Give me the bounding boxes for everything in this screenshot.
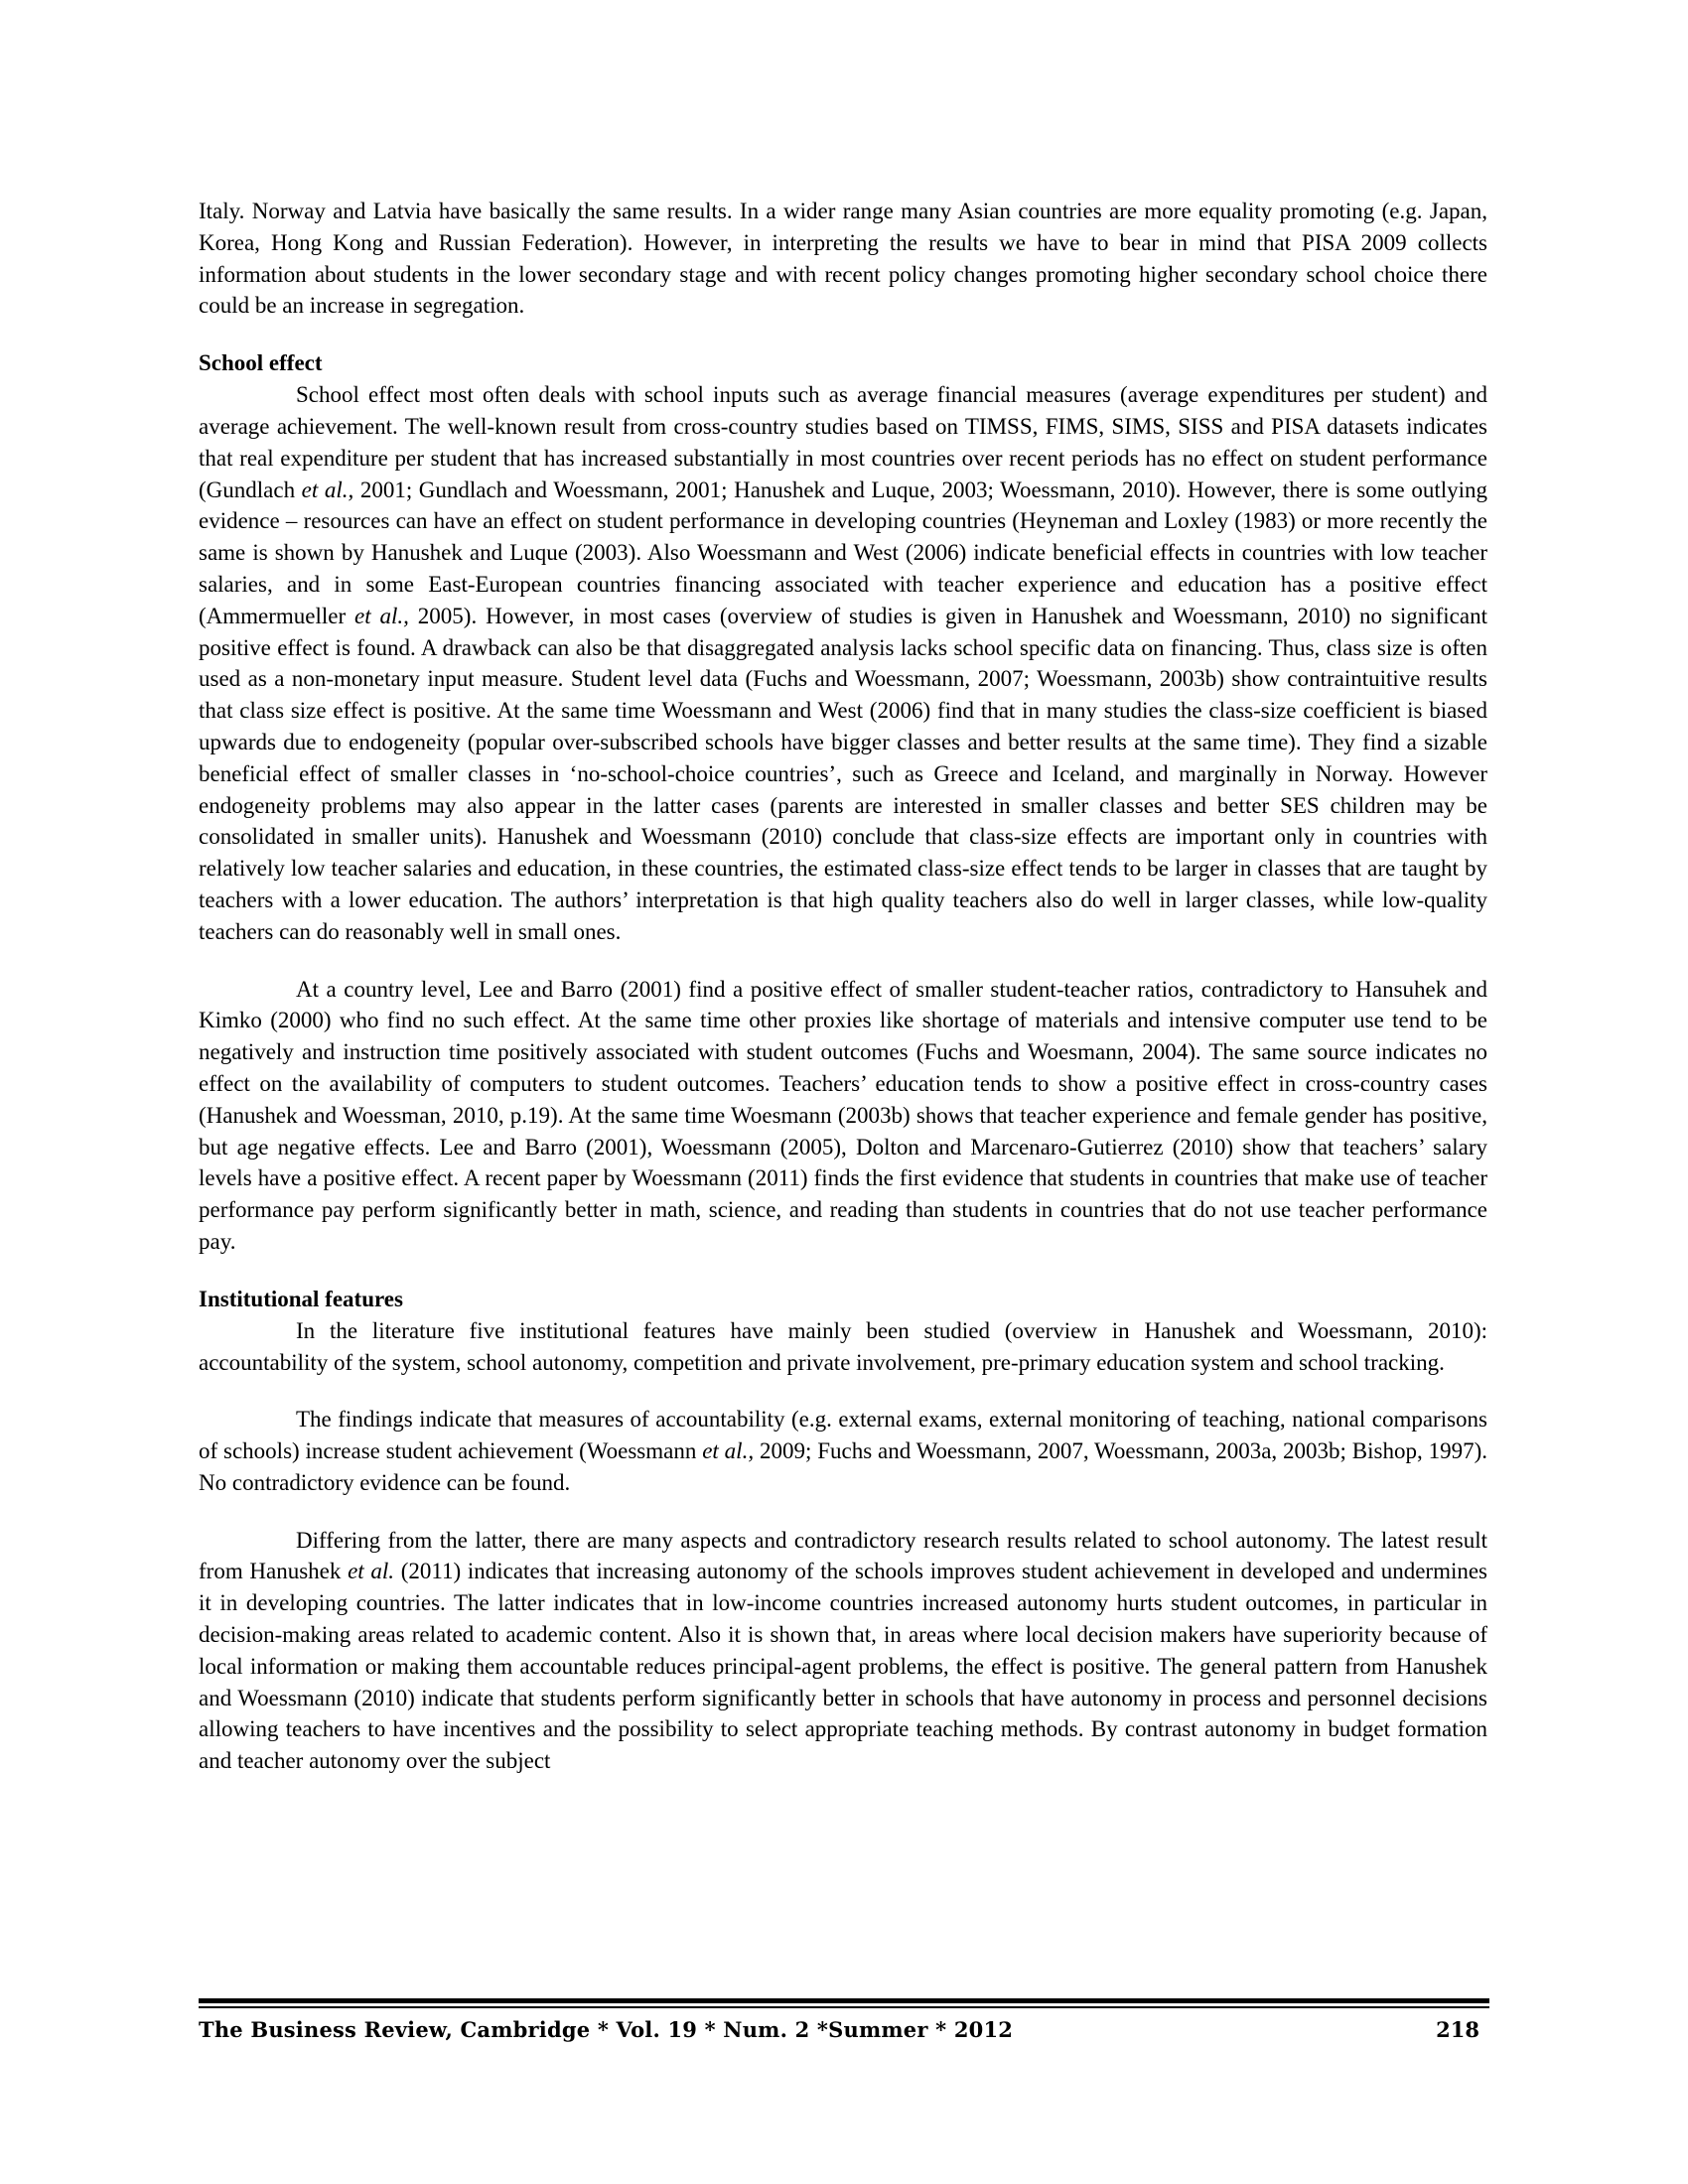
paragraph-3: At a country level, Lee and Barro (2001) find a positive effect of smaller student-teacher ratios, contradictory to Hansuhek and Kimko (2000) who find no such effect. At the same time other proxies like shortage of materials and intensive computer use tend to be negatively and instruction time positively associated with student outcomes (Fuchs and Woesmann, 2004). The same source indicates no effect on the availability of computers to student outcomes. Teachers’ education tends to show a positive effect in cross-country cases (Hanushek and Woessman, 2010, p.19). At the same time Woesmann (2003b) shows that teacher experience and female gender has positive, but age negative effects. Lee and Barro (2001), Woessmann (2005), Dolton and Marcenaro-Gutierrez (2010) show that teachers’ salary levels have a positive effect. A recent paper by Woessmann (2011) finds the first evidence that students in countries that make use of teacher performance pay perform significantly better in math, science, and reading than students in countries that do not use teacher performance pay. <box>199 976 1487 1254</box>
journal-citation: The Business Review, Cambridge * Vol. 19 * Num. 2 *Summer * 2012 <box>199 2017 1014 2042</box>
paragraph-2: School effect most often deals with school inputs such as average financial measures (average expenditures per student) and average achievement. The well-known result from cross-country studies based on TIMSS, FIMS, SIMS, SISS and PISA datasets indicates that real expenditure per student that has increased substantially in most countries over recent periods has no effect on student performance (Gundlach et al., 2001; Gundlach and Woessmann, 2001; Hanushek and Luque, 2003; Woessmann, 2010). However, there is some outlying evidence – resources can have an effect on student performance in developing countries (Heyneman and Loxley (1983) or more recently the same is shown by Hanushek and Luque (2003). Also Woessmann and West (2006) indicate beneficial effects in countries with low teacher salaries, and in some East-European countries financing associated with teacher experience and education has a positive effect (Ammermueller et al., 2005). However, in most cases (overview of studies is given in Hanushek and Woessmann, 2010) no significant positive effect is found. A drawback can also be that disaggregated analysis lacks school specific data on financing. Thus, class size is often used as a non-monetary input measure. Student level data (Fuchs and Woessmann, 2007; Woessmann, 2003b) show contraintuitive results that class size effect is positive. At the same time Woessmann and West (2006) find that in many studies the class-size coefficient is biased upwards due to endogeneity (popular over-subscribed schools have bigger classes and better results at the same time). They find a sizable beneficial effect of smaller classes in ‘no-school-choice countries’, such as Greece and Iceland, and marginally in Norway. However endogeneity problems may also appear in the latter cases (parents are interested in smaller classes and better SES children may be consolidated in smaller units). Hanushek and Woessmann (2010) conclude that class-size effects are important only in countries with relatively low teacher salaries and education, in these countries, the estimated class-size effect tends to be larger in classes that are taught by teachers with a lower education. The authors’ interpretation is that high quality teachers also do well in larger classes, while low-quality teachers can do reasonably well in small ones. <box>199 382 1487 944</box>
heading-institutional-features: Institutional features <box>199 1286 403 1311</box>
body-text <box>199 196 1487 1777</box>
footer-rule-thin <box>199 2006 1489 2008</box>
footer-rule-thick <box>199 1998 1489 2003</box>
heading-school-effect: School effect <box>199 350 323 376</box>
paragraph-5: The findings indicate that measures of accountability (e.g. external exams, external monitoring of teaching, national comparisons of schools) increase student achievement (Woessmann et al., 2009; Fuchs and Woessmann, 2007, Woessmann, 2003a, 2003b; Bishop, 1997). No contradictory evidence can be found. <box>199 1407 1487 1495</box>
paragraph-4: In the literature five institutional features have mainly been studied (overview in Hanushek and Woessmann, 2010): accountability of the system, school autonomy, competition and private involvement, pre-primary education system and school tracking. <box>199 1317 1487 1375</box>
paragraph-6: Differing from the latter, there are many aspects and contradictory research results related to school autonomy. The latest result from Hanushek et al. (2011) indicates that increasing autonomy of the schools improves student achievement in developed and undermines it in developing countries. The latter indicates that in low-income countries increased autonomy hurts student outcomes, in particular in decision-making areas related to academic content. Also it is shown that, in areas where local decision makers have superiority because of local information or making them accountable reduces principal-agent problems, the effect is positive. The general pattern from Hanushek and Woessmann (2010) indicate that students perform significantly better in schools that have autonomy in process and personnel decisions allowing teachers to have incentives and the possibility to select appropriate teaching methods. By contrast autonomy in budget formation and teacher autonomy over the subject <box>199 1527 1488 1774</box>
page-number: 218 <box>1436 2017 1479 2042</box>
paragraph-1: Italy. Norway and Latvia have basically the same results. In a wider range many Asian countries are more equality promoting (e.g. Japan, Korea, Hong Kong and Russian Federation). However, in interpreting the results we have to bear in mind that PISA 2009 collects information about students in the lower secondary stage and with recent policy changes promoting higher secondary school choice there could be an increase in segregation. <box>199 199 1487 319</box>
